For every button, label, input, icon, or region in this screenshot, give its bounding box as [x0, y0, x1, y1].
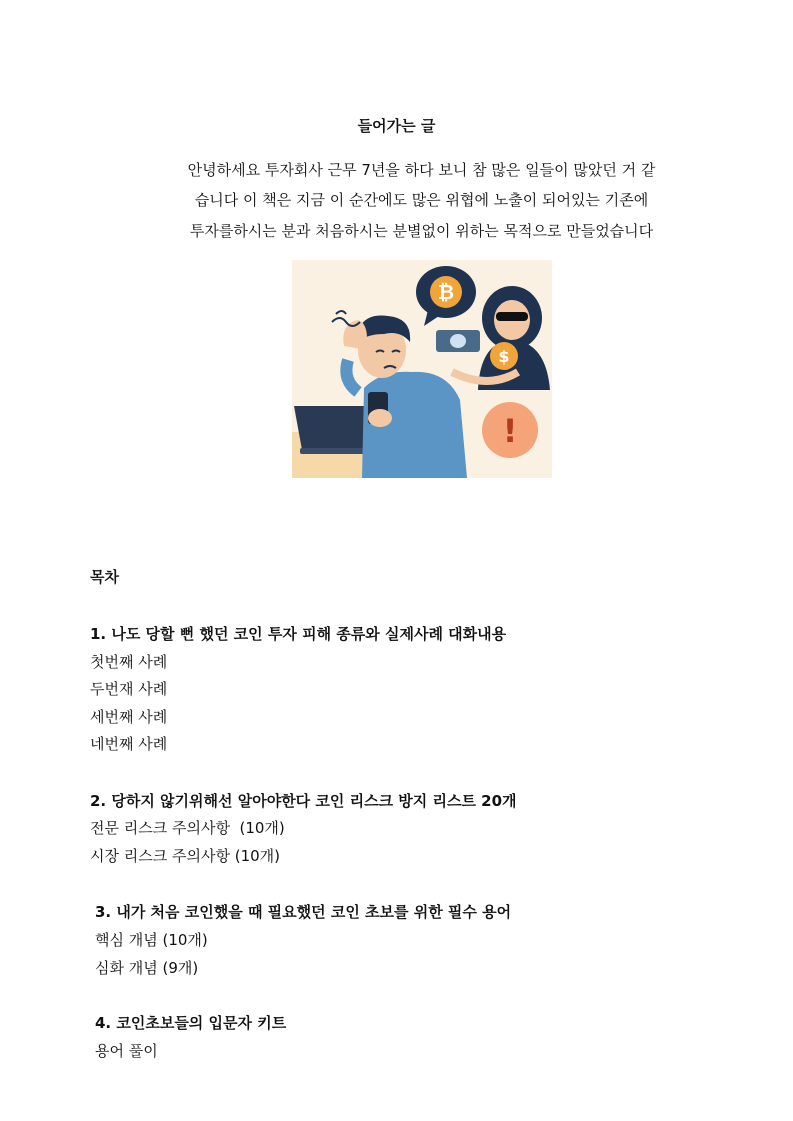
intro-line: 투자를하시는 분과 처음하시는 분별없이 위하는 목적으로 만들었습니다 [189, 222, 654, 240]
toc-section-title: 4. 코인초보들의 입문자 키트 [95, 1014, 287, 1032]
bitcoin-symbol: ₿ [437, 280, 455, 304]
toc-section-title: 2. 당하지 않기위해선 알아야한다 코인 리스크 방지 리스트 20개 [90, 792, 517, 810]
toc-section-title: 1. 나도 당할 뻔 했던 코인 투자 피해 종류와 실제사례 대화내용 [90, 625, 507, 643]
intro-line: 습니다 이 책은 지금 이 순간에도 많은 위협에 노출이 되어있는 기존에 [194, 191, 649, 209]
toc-title: 목차 [90, 568, 119, 586]
toc-item: 시장 리스크 주의사항 (10개) [90, 847, 280, 865]
toc-item: 심화 개념 (9개) [95, 959, 199, 977]
man-hand-phone [368, 409, 392, 427]
toc-item: 첫번째 사례 [90, 653, 168, 671]
laptop-icon [294, 406, 372, 450]
dollar-symbol: $ [498, 347, 510, 366]
toc-item: 두번재 사례 [90, 680, 168, 698]
toc-item: 핵심 개념 (10개) [95, 931, 208, 949]
hacker-sunglasses-icon [496, 312, 528, 321]
intro-line: 안녕하세요 투자회사 근무 7년을 하다 보니 참 많은 일들이 많았던 거 같 [187, 161, 656, 179]
toc-section-title: 3. 내가 처음 코인했을 때 필요했던 코인 초보를 위한 필수 용어 [95, 903, 512, 921]
toc-item: 용어 풀이 [95, 1042, 158, 1060]
toc-item: 세번째 사례 [90, 708, 168, 726]
toc-item: 네번째 사례 [90, 735, 168, 753]
intro-title: 들어가는 글 [357, 117, 436, 135]
toc-item: 전문 리스크 주의사항 (10개) [90, 819, 285, 837]
warning-symbol: ! [502, 412, 518, 450]
scam-illustration [292, 260, 552, 478]
